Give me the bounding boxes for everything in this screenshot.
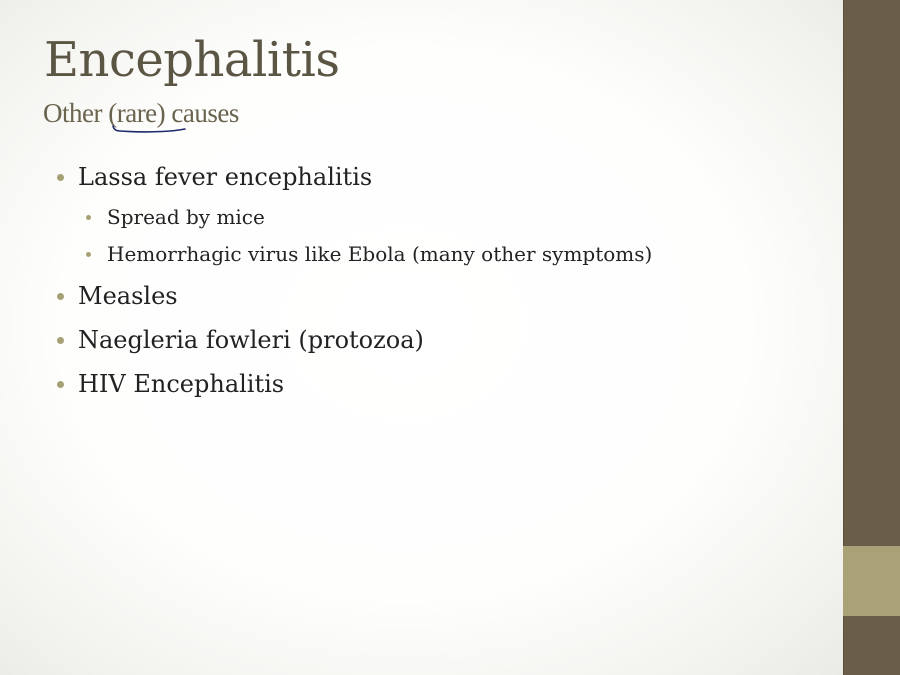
- slide-subtitle: Other (rare) causes: [43, 98, 239, 128]
- bullet-text: Measles: [78, 282, 178, 310]
- bullet-hiv-encephalitis: [78, 369, 284, 399]
- bullet-dot: [86, 252, 91, 257]
- side-accent-block: [843, 546, 900, 616]
- bullet-measles: [78, 281, 178, 311]
- bullet-text: Hemorrhagic virus like Ebola (many other symptoms): [107, 242, 653, 266]
- bullet-naegleria-fowleri: [78, 325, 424, 355]
- bullet-dot: [57, 293, 64, 300]
- bullet-lassa-fever: [78, 162, 372, 192]
- slide-title: Encephalitis: [44, 32, 340, 88]
- bullet-text: Spread by mice: [107, 205, 265, 229]
- ink-underline-annotation: [112, 124, 186, 134]
- bullet-text: HIV Encephalitis: [78, 370, 285, 398]
- bullet-dot: [57, 337, 64, 344]
- bullet-dot: [86, 215, 91, 220]
- sub-bullet-spread-by-mice: [107, 204, 265, 230]
- bullet-text: Naegleria fowleri (protozoa): [78, 326, 424, 354]
- bullet-dot: [57, 174, 64, 181]
- bullet-text: Lassa fever encephalitis: [78, 163, 373, 191]
- bullet-dot: [57, 381, 64, 388]
- sub-bullet-hemorrhagic-virus: [107, 241, 652, 267]
